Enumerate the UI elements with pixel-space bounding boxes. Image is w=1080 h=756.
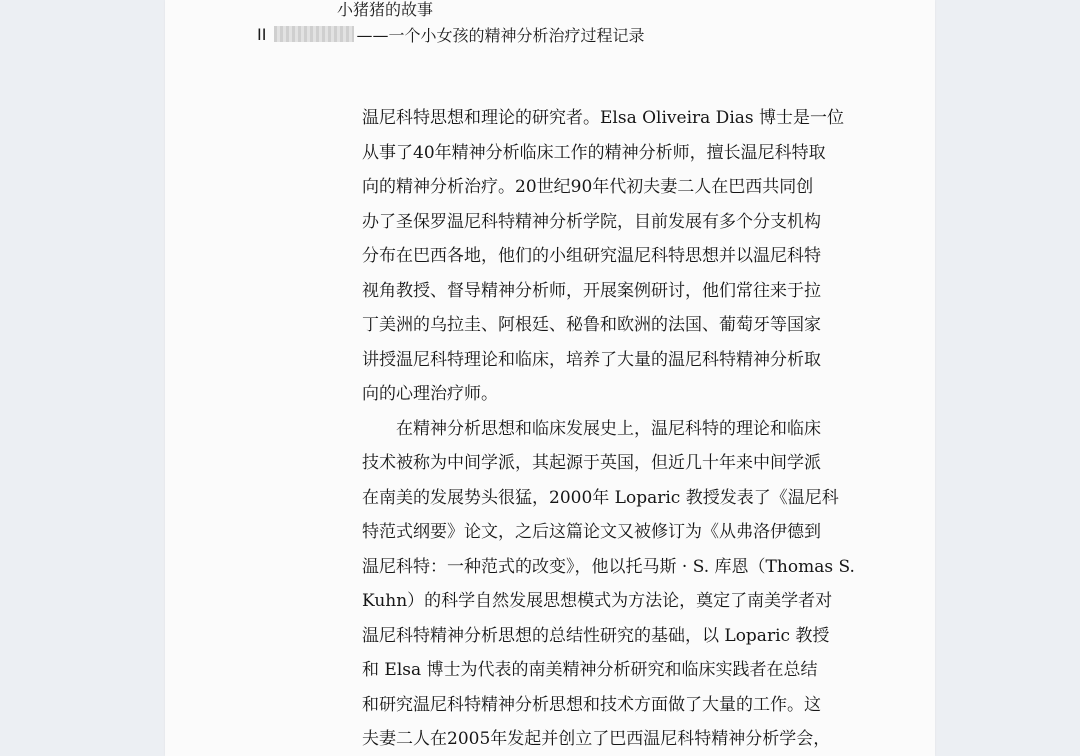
- redacted-block: [274, 26, 354, 42]
- text-line: 向的精神分析治疗。20世纪90年代初夫妻二人在巴西共同创: [362, 177, 814, 197]
- text-line: 在南美的发展势头很猛，2000年 Loparic 教授发表了《温尼科: [362, 487, 839, 508]
- text-line: 办了圣保罗温尼科特精神分析学院，目前发展有多个分支机构: [362, 211, 821, 232]
- text-line: 视角教授、督导精神分析师，开展案例研讨，他们常往来于拉: [362, 280, 821, 301]
- text-line: 特范式纲要》论文，之后这篇论文又被修订为《从弗洛伊德到: [362, 522, 821, 542]
- text-line: 和研究温尼科特精神分析思想和技术方面做了大量的工作。这: [362, 694, 821, 715]
- body-text: [362, 101, 862, 756]
- running-header-book-title: 小猪猪的故事: [337, 0, 434, 19]
- text-line: 温尼科特：一种范式的改变》，他以托马斯 · S. 库恩（Thomas S.: [362, 556, 855, 577]
- text-line: Kuhn）的科学自然发展思想模式为方法论，奠定了南美学者对: [362, 591, 833, 611]
- text-line: 技术被称为中间学派，其起源于英国，但近几十年来中间学派: [362, 453, 821, 473]
- text-line: 在精神分析思想和临床发展史上，温尼科特的理论和临床: [362, 418, 821, 439]
- page-number: II: [257, 24, 267, 44]
- text-line: 夫妻二人在2005年发起并创立了巴西温尼科特精神分析学会，: [362, 729, 831, 749]
- text-line: 丁美洲的乌拉圭、阿根廷、秘鲁和欧洲的法国、葡萄牙等国家: [362, 315, 821, 335]
- text-line: 和 Elsa 博士为代表的南美精神分析研究和临床实践者在总结: [362, 660, 818, 680]
- text-line: 从事了40年精神分析临床工作的精神分析师，擅长温尼科特取: [362, 142, 826, 163]
- text-line: 讲授温尼科特理论和临床，培养了大量的温尼科特精神分析取: [362, 349, 821, 370]
- running-header-subtitle: ——一个小女孩的精神分析治疗过程记录: [356, 25, 645, 45]
- book-page: [165, 0, 935, 756]
- text-line: 温尼科特精神分析思想的总结性研究的基础，以 Loparic 教授: [362, 625, 830, 646]
- text-line: 向的心理治疗师。: [362, 384, 498, 404]
- text-line: 温尼科特思想和理论的研究者。Elsa Oliveira Dias 博士是一位: [362, 108, 845, 128]
- running-header-line: [257, 23, 644, 45]
- text-line: 分布在巴西各地，他们的小组研究温尼科特思想并以温尼科特: [362, 246, 821, 266]
